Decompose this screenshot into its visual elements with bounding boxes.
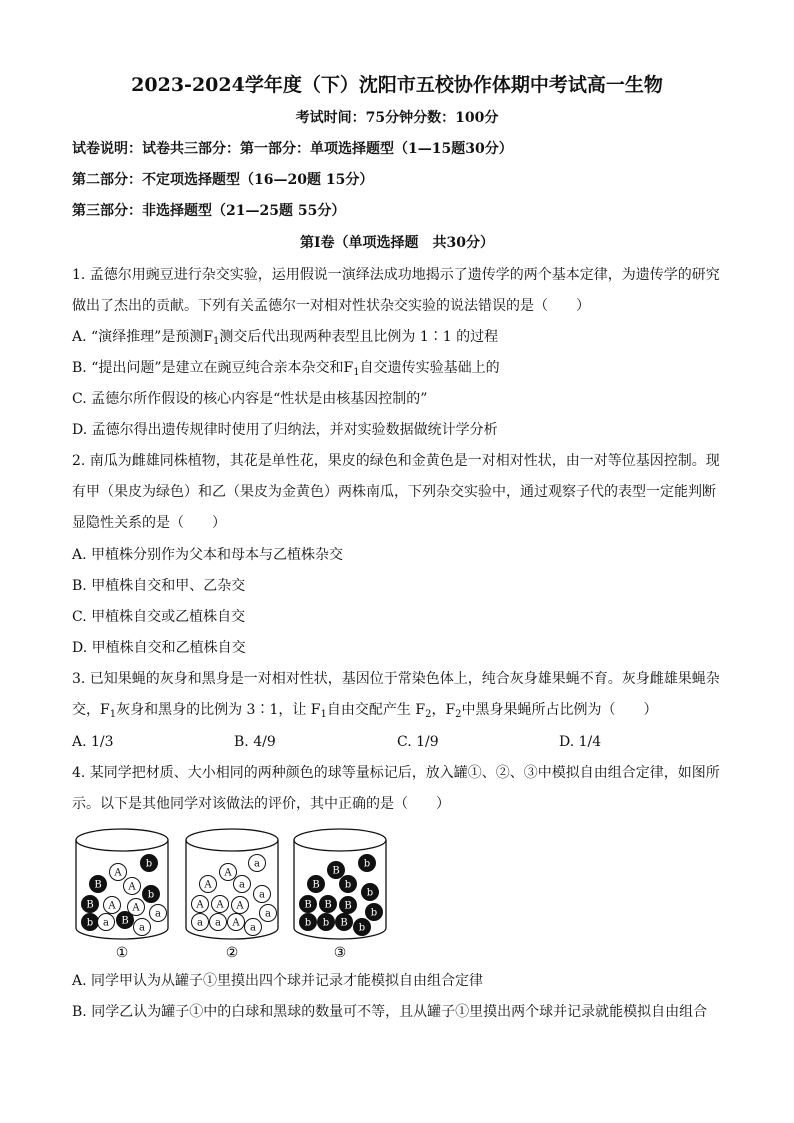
jar-3-ball-letter: B <box>344 900 352 912</box>
q1-option-c: C. 孟德尔所作假设的核心内容是“性状是由核基因控制的” <box>72 391 428 407</box>
q4-option-b: B. 同学乙认为罐子①中的白球和黑球的数量可不等，且从罐子①里摸出两个球并记录就能模拟自由组合 <box>72 1004 708 1020</box>
jar-2-ball-letter: a <box>259 889 265 901</box>
jar-1-ball-letter: b <box>145 858 153 870</box>
instruction-line-1: 试卷说明：试卷共三部分：第一部分：单项选择题型（1—15题30分） <box>72 141 513 157</box>
jar-1-ball-letter: A <box>108 900 116 912</box>
q2-stem-line-2: 有甲（果皮为绿色）和乙（果皮为金黄色）两株南瓜，下列杂交实验中，通过观察子代的表型一定能判断 <box>72 484 716 500</box>
jar-2 <box>186 829 278 961</box>
jar-2-ball-letter: a <box>239 879 245 891</box>
jar-2-ball-letter: a <box>265 908 271 920</box>
jar-2-ball-letter: A <box>196 899 204 911</box>
jar-1-label: ① <box>115 945 129 961</box>
q1-option-a: A. “演绎推理”是预测$F_1$测交后代出现两种表型且比例为 1∶1 的过程 <box>72 329 499 347</box>
jar-3-ball-letter: B <box>312 879 320 891</box>
jar-3-ball-letter: b <box>322 917 330 929</box>
q3-option-d: D. 1/4 <box>559 734 602 750</box>
q2-option-d: D. 甲植株自交和乙植株自交 <box>72 640 246 656</box>
section-title: 第Ⅰ卷（单项选择题 共30分） <box>299 235 495 251</box>
q1-stem-line-2: 做出了杰出的贡献。下列有关孟德尔一对相对性状杂交实验的说法错误的是（ ） <box>72 298 590 314</box>
q3-stem-line-1: 3. 已知果蝇的灰身和黑身是一对相对性状，基因位于常染色体上，纯合灰身雄果蝇不育。灰身雌雄果蝇杂 <box>72 671 720 687</box>
jar-2-ball-letter: a <box>215 917 221 929</box>
jar-1-ball-letter: a <box>139 922 145 934</box>
jar-2-ball-letter: a <box>254 858 260 870</box>
q2-option-c: C. 甲植株自交或乙植株自交 <box>72 609 246 625</box>
jar-1-ball-letter: B <box>121 915 129 927</box>
jar-3-ball-letter: b <box>363 858 371 870</box>
jar-3-ball-letter: b <box>358 922 366 934</box>
jar-1-ball-letter: A <box>128 881 136 893</box>
q3-option-a: A. 1/3 <box>72 734 114 750</box>
jar-1-ball-letter: b <box>86 917 94 929</box>
jar-3-ball-letter: b <box>304 917 312 929</box>
jar-1-ball-letter: B <box>94 879 102 891</box>
jar-3-ball-letter: b <box>344 879 352 891</box>
q4-stem-line-2: 示。以下是其他同学对该做法的评价，其中正确的是（ ） <box>72 796 450 812</box>
q3-option-b: B. 4/9 <box>234 734 276 750</box>
jar-2-ball-letter: a <box>250 922 256 934</box>
q1-option-d: D. 孟德尔得出遗传规律时使用了归纳法，并对实验数据做统计学分析 <box>72 422 498 438</box>
jar-2-ball-letter: a <box>197 917 203 929</box>
jar-1 <box>76 829 168 961</box>
jar-3-ball-letter: B <box>340 917 348 929</box>
q2-option-a: A. 甲植株分别作为父本和母本与乙植株杂交 <box>72 547 344 563</box>
instruction-line-2: 第二部分：不定项选择题型（16—20题 15分） <box>72 172 374 188</box>
jar-2-ball-letter: A <box>216 899 224 911</box>
jar-1-ball-letter: B <box>86 899 94 911</box>
jar-2-ball-letter: A <box>236 900 244 912</box>
jar-3-ball-letter: B <box>304 899 312 911</box>
jar-3-ball-letter: B <box>324 899 332 911</box>
jar-2-ball-letter: A <box>232 917 240 929</box>
jar-3 <box>294 829 386 961</box>
q1-stem-line-1: 1. 孟德尔用豌豆进行杂交实验，运用假说一演绎法成功地揭示了遗传学的两个基本定律，为遗传学的研究 <box>72 267 720 283</box>
q2-stem-line-1: 2. 南瓜为雌雄同株植物，其花是单性花，果皮的绿色和金黄色是一对相对性状，由一对等位基因控制。现 <box>72 453 720 469</box>
jar-1-ball-letter: A <box>114 867 122 879</box>
q4-stem-line-1: 4. 某同学把材质、大小相同的两种颜色的球等量标记后，放入罐①、②、③中模拟自由组合定律，如图所 <box>72 765 720 781</box>
jar-3-ball-letter: b <box>366 887 374 899</box>
jar-1-ball-letter: b <box>147 889 155 901</box>
exam-info: 考试时间：75分钟分数：100分 <box>295 110 499 126</box>
jar-1-ball-letter: a <box>155 908 161 920</box>
jar-1-ball-letter: a <box>103 917 109 929</box>
jar-3-label: ③ <box>333 945 347 961</box>
jar-2-ball-letter: A <box>224 867 232 879</box>
jar-2-label: ② <box>225 945 239 961</box>
q4-option-a: A. 同学甲认为从罐子①里摸出四个球并记录才能模拟自由组合定律 <box>72 973 484 989</box>
jars-figure <box>72 826 432 964</box>
q3-option-c: C. 1/9 <box>397 734 439 750</box>
jar-3-ball-letter: b <box>370 907 378 919</box>
exam-title: 2023-2024学年度（下）沈阳市五校协作体期中考试高一生物 <box>131 74 663 96</box>
instruction-line-3: 第三部分：非选择题型（21—25题 55分） <box>72 203 346 219</box>
q3-stem-line-2: 交，$F_1$灰身和黑身的比例为 3∶1，让 $F_1$自由交配产生 $F_2$，$F_2$中黑身果蝇所占比例为（ ） <box>72 702 658 720</box>
q2-option-b: B. 甲植株自交和甲、乙杂交 <box>72 578 246 594</box>
jar-2-ball-letter: A <box>204 879 212 891</box>
jar-3-ball-letter: B <box>332 865 340 877</box>
q2-stem-line-3: 显隐性关系的是（ ） <box>72 515 226 531</box>
jar-1-ball-letter: A <box>132 902 140 914</box>
q1-option-b: B. “提出问题”是建立在豌豆纯合亲本杂交和$F_1$自交遗传实验基础上的 <box>72 360 500 378</box>
